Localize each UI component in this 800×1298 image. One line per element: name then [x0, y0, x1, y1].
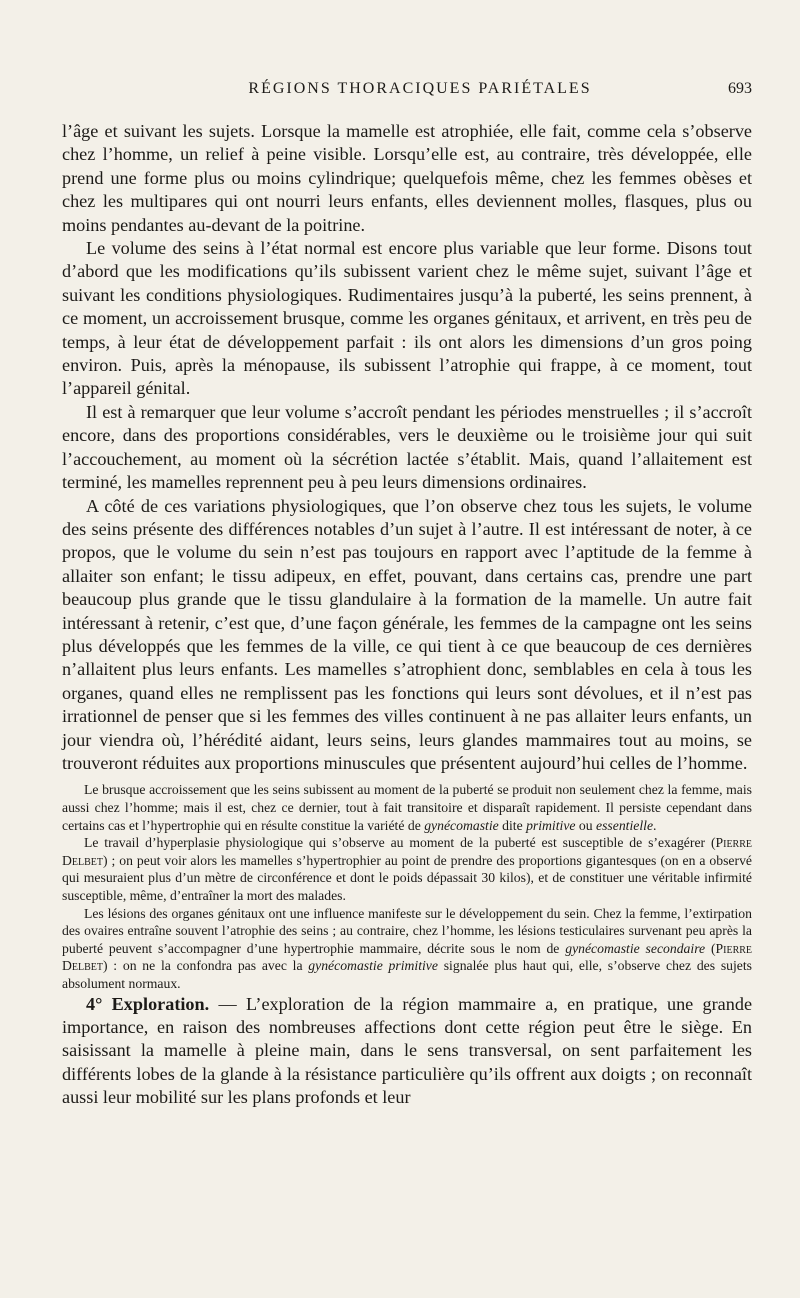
- note-paragraph: Le brusque accroissement que les seins subissent au moment de la puberté se produit non seulement chez la femme, mais aussi chez l’homme; mais il est, chez ce dernier, tout à fait transitoire et disparaît rapidement. Il persiste cependant dans certains cas et l’hypertrophie qui en résulte constitue la variété de gynécomastie dite primitive ou essentielle.: [62, 782, 752, 833]
- paragraph: l’âge et suivant les sujets. Lorsque la mamelle est atrophiée, elle fait, comme cela s’observe chez l’homme, un relief à peine visible. Lorsqu’elle est, au contraire, très développée, elle prend une forme plus ou moins cylindrique; quelquefois même, chez les femmes obèses et chez les multipares qui ont nourri leurs enfants, elles deviennent molles, flasques, plus ou moins pendantes au-devant de la poitrine.: [62, 121, 752, 235]
- note-paragraph: Le travail d’hyperplasie physiologique qui s’observe au moment de la puberté est susceptible de s’exagérer (Pierre Delbet) ; on peut voir alors les mamelles s’hypertrophier au point de prendre des proportions gigantesques (on en a observé qui mesuraient plus d’un mètre de circonférence et dont le poids dépassait 30 kilos), et de constituer une véritable infirmité susceptible, même, d’entraîner la mort des malades.: [62, 835, 752, 903]
- section-text: — L’exploration de la région mammaire a, en pratique, une grande importance, en raison des nombreuses affections dont cette région peut être le siège. En saisissant la mamelle à pleine main, dans le sens transversal, on sent parfaitement les différents lobes de la glande à la résistance particulière qu’ils offrent aux doigts ; on reconnaît aussi leur mobilité sur les plans profonds et leur: [62, 993, 753, 1108]
- section-number: 4°: [86, 993, 103, 1014]
- main-text: [62, 120, 752, 1110]
- paragraph: Le volume des seins à l’état normal est encore plus variable que leur forme. Disons tout d’abord que les modifications qu’ils subissent varient chez le même sujet, suivant l’âge et suivant les conditions physiologiques. Rudimentaires jusqu’à la puberté, les seins prennent, à ce moment, un accroissement brusque, comme les organes génitaux, et arrivent, en très peu de temps, à leur état de développement parfait : ils ont alors les dimensions d’un gros poing environ. Puis, après la ménopause, ils subissent l’atrophie qui frappe, à ce moment, tout l’appareil génital.: [62, 238, 752, 399]
- page-header: [88, 76, 752, 104]
- paragraph: Il est à remarquer que leur volume s’accroît pendant les périodes menstruelles ; il s’accroît encore, dans des proportions considérables, vers le deuxième ou le troisième jour qui suit l’accouchement, au moment où la sécrétion lactée s’établit. Mais, quand l’allaitement est terminé, les mamelles reprennent peu à peu leurs dimensions ordinaires.: [62, 401, 752, 493]
- running-head: RÉGIONS THORACIQUES PARIÉTALES: [248, 80, 592, 97]
- section-exploration: [62, 993, 752, 1110]
- section-heading: Exploration.: [111, 993, 210, 1014]
- note-paragraph: Les lésions des organes génitaux ont une influence manifeste sur le développement du sein. Chez la femme, l’extirpation des ovaires entraîne souvent l’atrophie des seins ; au contraire, chez l’homme, les lésions testiculaires survenant peu après la puberté peuvent s’accompagner d’une hypertrophie mammaire, décrite sous le nom de gynécomastie secondaire (Pierre Delbet) : on ne la confondra pas avec la gynécomastie primitive signalée plus haut qui, elle, s’observe chez des sujets absolument normaux.: [62, 905, 753, 991]
- small-print-notes: [62, 781, 752, 992]
- paragraph: A côté de ces variations physiologiques, que l’on observe chez tous les sujets, le volume des seins présente des différences notables d’un sujet à l’autre. Il est intéressant de noter, à ce propos, que le volume du sein n’est pas toujours en rapport avec l’aptitude de la femme à allaiter son enfant; le tissu adipeux, en effet, pouvant, dans certains cas, prendre une part beaucoup plus grande que le tissu glandulaire à la formation de la mamelle. Un autre fait intéressant à retenir, c’est que, d’une façon générale, les femmes de la campagne ont les seins plus développés que les femmes de la ville, ce qui tient à ce que beaucoup de ces dernières n’allaitent plus leurs enfants. Les mamelles s’atrophient donc, semblables en cela à tous les organes, quand elles ne remplissent pas les fonctions qui leurs sont dévolues, et il n’est pas irrationnel de penser que si les femmes des villes continuent à ne pas allaiter leurs enfants, un jour viendra où, l’hérédité aidant, leurs seins, leurs glandes mammaires tout au moins, se trouveront réduites aux proportions minuscules que présentent aujourd’hui celles de l’homme.: [62, 495, 752, 773]
- page-number: 693: [728, 80, 752, 97]
